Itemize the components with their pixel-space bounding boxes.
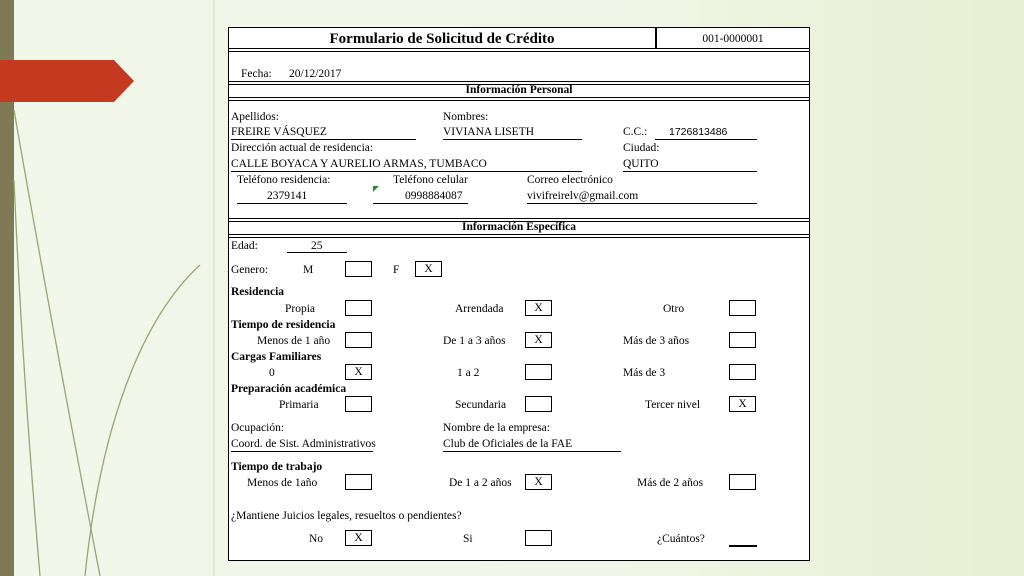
cargas-opt3-label: Más de 3 [623, 367, 666, 379]
preparacion-opt2-checkbox[interactable] [525, 396, 552, 412]
edad-underline [287, 252, 347, 253]
preparacion-opt2-label: Secundaria [455, 399, 507, 411]
empresa-label: Nombre de la empresa: [443, 422, 550, 434]
cargas-opt1-checkbox[interactable]: X [345, 364, 372, 380]
edad-value: 25 [311, 240, 323, 252]
tiempo-trabajo-opt3-label: Más de 2 años [637, 477, 704, 489]
juicios-si-label: Si [463, 533, 473, 545]
tiempo-residencia-opt2-checkbox[interactable]: X [525, 332, 552, 348]
tiempo-trabajo-opt1-label: Menos de 1año [247, 477, 318, 489]
tel-celular-underline [373, 203, 468, 204]
correo-label: Correo electrónico [527, 174, 613, 186]
direccion-label: Dirección actual de residencia: [231, 142, 374, 154]
cc-value: 1726813486 [669, 126, 728, 138]
form-number: 001-0000001 [702, 33, 764, 45]
tiempo-residencia-opt1-label: Menos de 1 año [257, 335, 331, 347]
correo-value: vivifreirelv@gmail.com [527, 190, 639, 202]
juicios-si-checkbox[interactable] [525, 530, 552, 546]
cc-label: C.C.: [623, 126, 648, 138]
fecha-label: Fecha: [241, 68, 272, 80]
section-divider [229, 97, 809, 101]
preparacion-opt3-label: Tercer nivel [645, 399, 701, 411]
tel-celular-value: 0998884087 [405, 190, 463, 202]
ocupacion-underline [231, 451, 373, 452]
apellidos-underline [231, 139, 416, 140]
section-title-personal: Información Personal [465, 84, 573, 96]
apellidos-label: Apellidos: [231, 111, 279, 123]
tiempo-trabajo-opt2-checkbox[interactable]: X [525, 474, 552, 490]
juicios-no-checkbox[interactable]: X [345, 530, 372, 546]
cargas-title: Cargas Familiares [231, 351, 322, 363]
apellidos-value: FREIRE VÁSQUEZ [231, 126, 327, 138]
direccion-value: CALLE BOYACA Y AURELIO ARMAS, TUMBACO [231, 158, 487, 170]
nombres-underline [443, 139, 582, 140]
credit-application-form [228, 27, 810, 561]
preparacion-opt1-label: Primaria [279, 399, 319, 411]
ciudad-label: Ciudad: [623, 142, 660, 154]
tiempo-trabajo-title: Tiempo de trabajo [231, 461, 323, 473]
empresa-value: Club de Oficiales de la FAE [443, 438, 573, 450]
nombres-value: VIVIANA LISETH [443, 126, 535, 138]
section-title-especifica: Información Específica [461, 221, 577, 233]
genero-f-checkbox[interactable]: X [415, 261, 442, 277]
header-divider [229, 48, 809, 52]
ciudad-value: QUITO [623, 158, 659, 170]
empresa-underline [443, 451, 621, 452]
preparacion-opt1-checkbox[interactable] [345, 396, 372, 412]
residencia-opt1-checkbox[interactable] [345, 300, 372, 316]
cargas-opt1-label: 0 [269, 367, 275, 379]
juicios-no-label: No [309, 533, 324, 545]
section-divider [229, 234, 809, 238]
cell-comment-indicator-icon [373, 186, 380, 193]
genero-f-label: F [393, 264, 400, 276]
genero-label: Genero: [231, 264, 269, 276]
ciudad-underline [623, 171, 757, 172]
direccion-underline [231, 171, 582, 172]
cuantos-underline [729, 545, 757, 547]
tiempo-residencia-title: Tiempo de residencia [231, 319, 336, 331]
residencia-opt1-label: Propia [285, 303, 316, 315]
residencia-opt3-checkbox[interactable] [729, 300, 756, 316]
edad-label: Edad: [231, 240, 258, 252]
juicios-question: ¿Mantiene Juicios legales, resueltos o pendientes? [231, 510, 462, 522]
residencia-opt3-label: Otro [663, 303, 685, 315]
residencia-opt2-checkbox[interactable]: X [525, 300, 552, 316]
ocupacion-value: Coord. de Sist. Administrativos [231, 438, 376, 450]
tiempo-residencia-opt3-checkbox[interactable] [729, 332, 756, 348]
cc-underline [655, 139, 757, 140]
tiempo-trabajo-opt1-checkbox[interactable] [345, 474, 372, 490]
tel-residencia-label: Teléfono residencia: [237, 174, 331, 186]
cargas-opt2-label: 1 a 2 [457, 367, 480, 379]
correo-underline [527, 203, 757, 204]
preparacion-opt3-checkbox[interactable]: X [729, 396, 756, 412]
form-title: Formulario de Solicitud de Crédito [229, 28, 657, 48]
cuantos-label: ¿Cuántos? [657, 533, 705, 545]
tiempo-residencia-opt3-label: Más de 3 años [623, 335, 690, 347]
genero-m-checkbox[interactable] [345, 261, 372, 277]
cargas-opt3-checkbox[interactable] [729, 364, 756, 380]
tel-residencia-value: 2379141 [267, 190, 308, 202]
ocupacion-label: Ocupación: [231, 422, 285, 434]
cargas-opt2-checkbox[interactable] [525, 364, 552, 380]
tel-residencia-underline [237, 203, 347, 204]
tiempo-trabajo-opt3-checkbox[interactable] [729, 474, 756, 490]
residencia-title: Residencia [231, 286, 285, 298]
tiempo-residencia-opt2-label: De 1 a 3 años [443, 335, 506, 347]
tiempo-trabajo-opt2-label: De 1 a 2 años [449, 477, 512, 489]
residencia-opt2-label: Arrendada [455, 303, 504, 315]
genero-m-label: M [303, 264, 314, 276]
tiempo-residencia-opt1-checkbox[interactable] [345, 332, 372, 348]
preparacion-title: Preparación académica [231, 383, 347, 395]
fecha-value: 20/12/2017 [289, 68, 342, 80]
decorative-arrow-shape [0, 60, 134, 102]
tel-celular-label: Teléfono celular [393, 174, 468, 186]
nombres-label: Nombres: [443, 111, 489, 123]
